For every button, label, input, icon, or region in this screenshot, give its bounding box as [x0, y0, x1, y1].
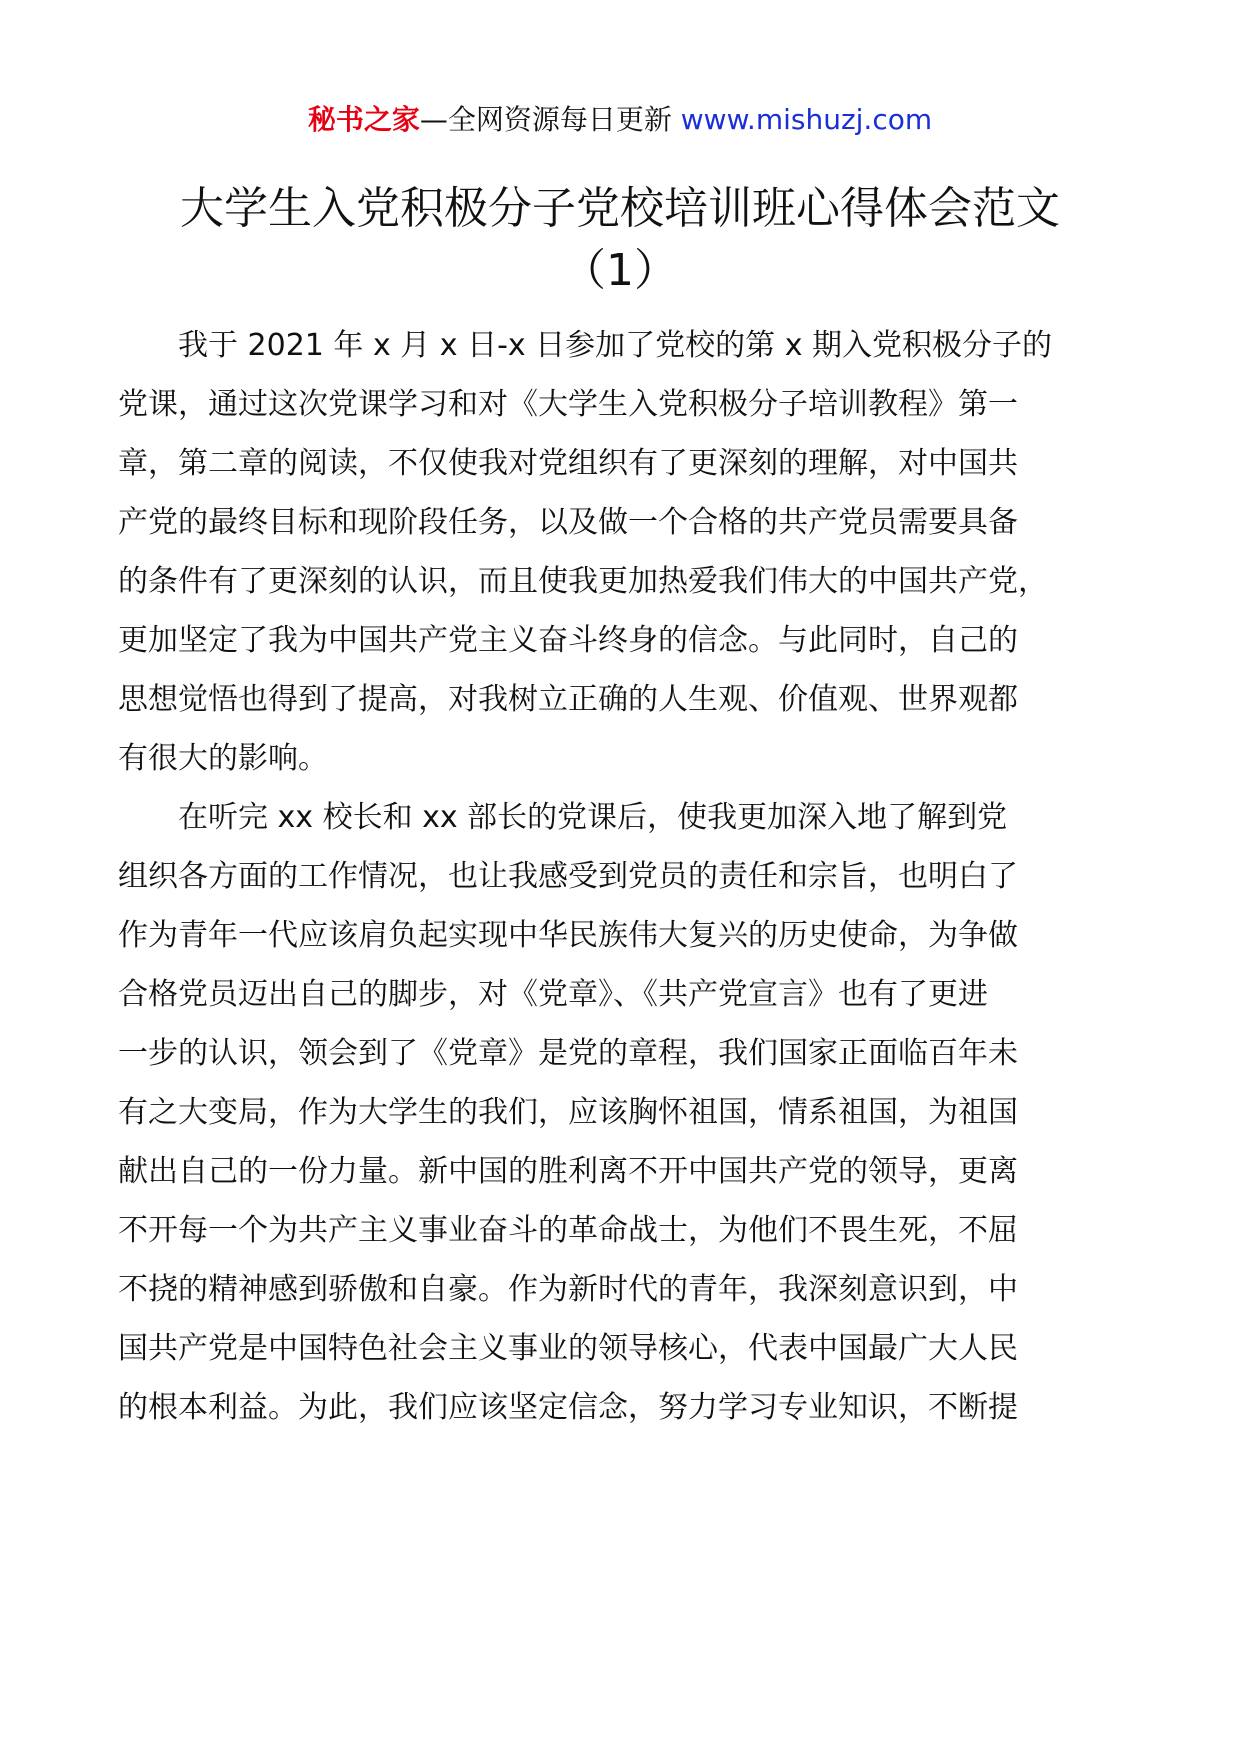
paragraph-line: 在听完 xx 校长和 xx 部长的党课后，使我更加深入地了解到党 — [178, 800, 1008, 835]
paragraph-line: 合格党员迈出自己的脚步，对《党章》、《共产党宣言》也有了更进 — [118, 977, 988, 1012]
paragraph-line: 有很大的影响。 — [118, 741, 328, 776]
header-dash: — — [419, 103, 448, 136]
title-line-1: 大学生入党积极分子党校培训班心得体会范文 — [180, 183, 1060, 234]
paragraph-line: 思想觉悟也得到了提高，对我树立正确的人生观、价值观、世界观都 — [118, 682, 1018, 717]
site-url-link[interactable]: www.mishuzj.com — [680, 103, 933, 136]
paragraph-line: 的条件有了更深刻的认识，而且使我更加热爱我们伟大的中国共产党， — [118, 564, 1048, 599]
title-line-2: （1） — [562, 245, 678, 296]
header-slogan: 全网资源每日更新 — [447, 103, 681, 136]
paragraph-line: 作为青年一代应该肩负起实现中华民族伟大复兴的历史使命，为争做 — [118, 918, 1018, 953]
paragraph-1 — [118, 316, 1128, 788]
paragraph-line: 献出自己的一份力量。新中国的胜利离不开中国共产党的领导，更离 — [118, 1154, 1018, 1189]
document-body — [118, 316, 1128, 1437]
paragraph-line: 党课，通过这次党课学习和对《大学生入党积极分子培训教程》第一 — [118, 387, 1018, 422]
paragraph-line: 一步的认识，领会到了《党章》是党的章程，我们国家正面临百年未 — [118, 1036, 1018, 1071]
document-title — [120, 178, 1120, 302]
paragraph-line: 产党的最终目标和现阶段任务，以及做一个合格的共产党员需要具备 — [118, 505, 1018, 540]
paragraph-line: 更加坚定了我为中国共产党主义奋斗终身的信念。与此同时，自己的 — [118, 623, 1018, 658]
paragraph-line: 组织各方面的工作情况，也让我感受到党员的责任和宗旨，也明白了 — [118, 859, 1018, 894]
paragraph-line: 有之大变局，作为大学生的我们，应该胸怀祖国，情系祖国，为祖国 — [118, 1095, 1018, 1130]
paragraph-line: 的根本利益。为此，我们应该坚定信念，努力学习专业知识，不断提 — [118, 1390, 1018, 1425]
paragraph-line: 章，第二章的阅读，不仅使我对党组织有了更深刻的理解，对中国共 — [118, 446, 1018, 481]
paragraph-line: 国共产党是中国特色社会主义事业的领导核心，代表中国最广大人民 — [118, 1331, 1018, 1366]
paragraph-line: 我于 2021 年 x 月 x 日-x 日参加了党校的第 x 期入党积极分子的 — [178, 328, 1053, 363]
paragraph-line: 不开每一个为共产主义事业奋斗的革命战士，为他们不畏生死，不屈 — [118, 1213, 1018, 1248]
paragraph-2 — [118, 788, 1128, 1437]
brand-name: 秘书之家 — [307, 103, 420, 136]
paragraph-line: 不挠的精神感到骄傲和自豪。作为新时代的青年，我深刻意识到，中 — [118, 1272, 1018, 1307]
site-header — [0, 100, 1240, 140]
